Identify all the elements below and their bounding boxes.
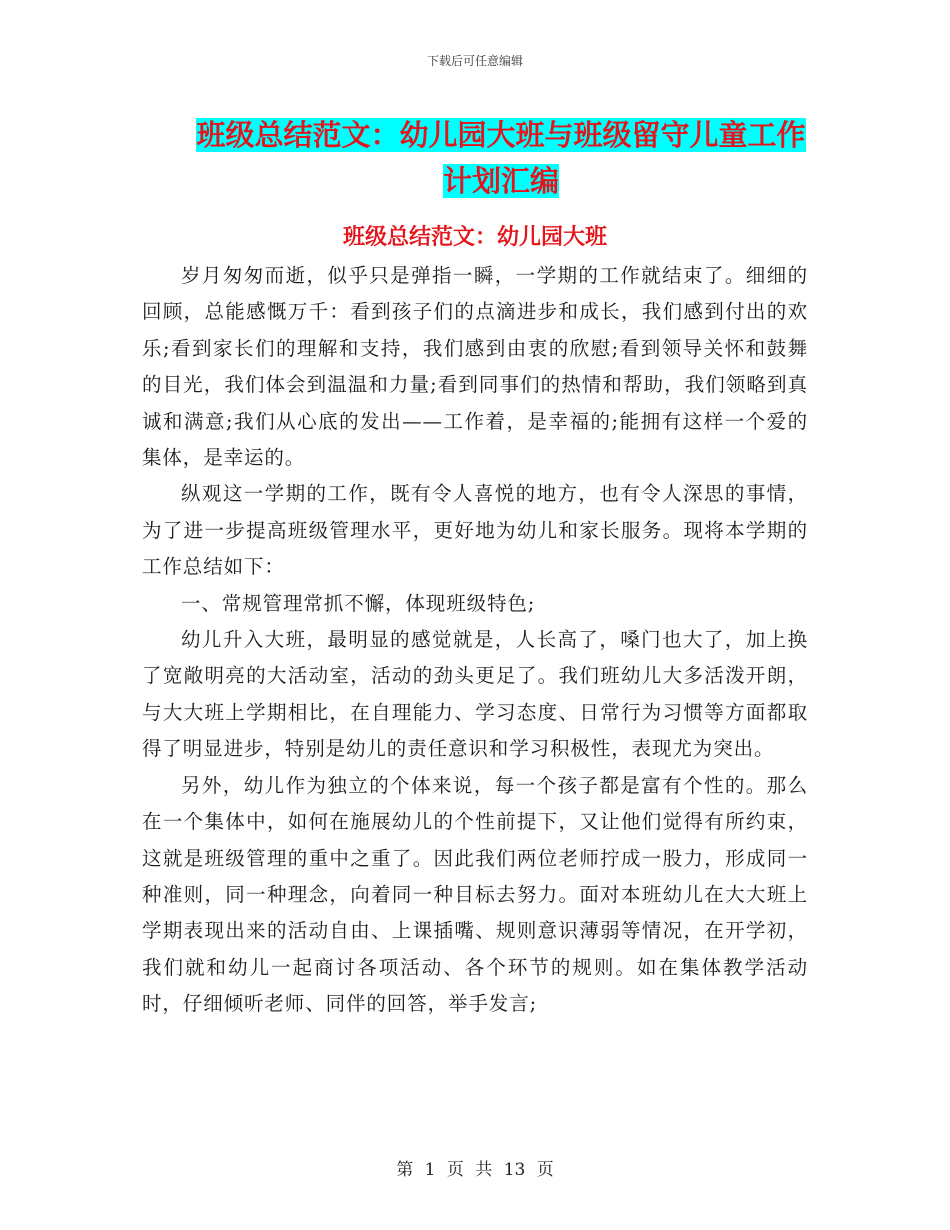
document-title [196,112,806,204]
section-title: 班级总结范文：幼儿园大班 [342,225,607,250]
paragraph: 幼儿升入大班，最明显的感觉就是，人长高了，嗓门也大了，加上换了宽敞明亮的大活动室，活动的劲头更足了。我们班幼儿大多活泼开朗，与大大班上学期相比，在自理能力、学习态度、日常行为习惯等方面都取得了明显进步，特别是幼儿的责任意识和学习积极性，表现尤为突出。 [142,628,808,761]
paragraph: 岁月匆匆而逝，似乎只是弹指一瞬，一学期的工作就结束了。细细的回顾，总能感慨万千：看到孩子们的点滴进步和成长，我们感到付出的欢乐;看到家长们的理解和支持，我们感到由衷的欣慰;看到领导关怀和鼓舞的目光，我们体会到温温和力量;看到同事们的热情和帮助，我们领略到真诚和满意;我们从心底的发出——工作着，是幸福的;能拥有这样一个爱的集体，是幸运的。 [142,264,808,470]
paragraph: 纵观这一学期的工作，既有令人喜悦的地方，也有令人深思的事情，为了进一步提高班级管理水平，更好地为幼儿和家长服务。现将本学期的工作总结如下： [142,482,808,579]
header-note: 下载后可任意编辑 [426,54,523,68]
page-indicator: 第 1 页 共 13 页 [396,1160,554,1180]
paragraph: 另外，幼儿作为独立的个体来说，每一个孩子都是富有个性的。那么在一个集体中，如何在施展幼儿的个性前提下，又让他们觉得有所约束，这就是班级管理的重中之重了。因此我们两位老师拧成一股力，形成同一种准则，同一种理念，向着同一种目标去努力。面对本班幼儿在大大班上学期表现出来的活动自由、上课插嘴、规则意识薄弱等情况，在开学初，我们就和幼儿一起商讨各项活动、各个环节的规则。如在集体教学活动时，仔细倾听老师、同伴的回答，举手发言; [142,773,808,1016]
paragraph-heading: 一、常规管理常抓不懈，体现班级特色; [181,591,536,615]
document-body [142,258,808,1023]
document-title-text: 班级总结范文：幼儿园大班与班级留守儿童工作计划汇编 [196,118,806,198]
